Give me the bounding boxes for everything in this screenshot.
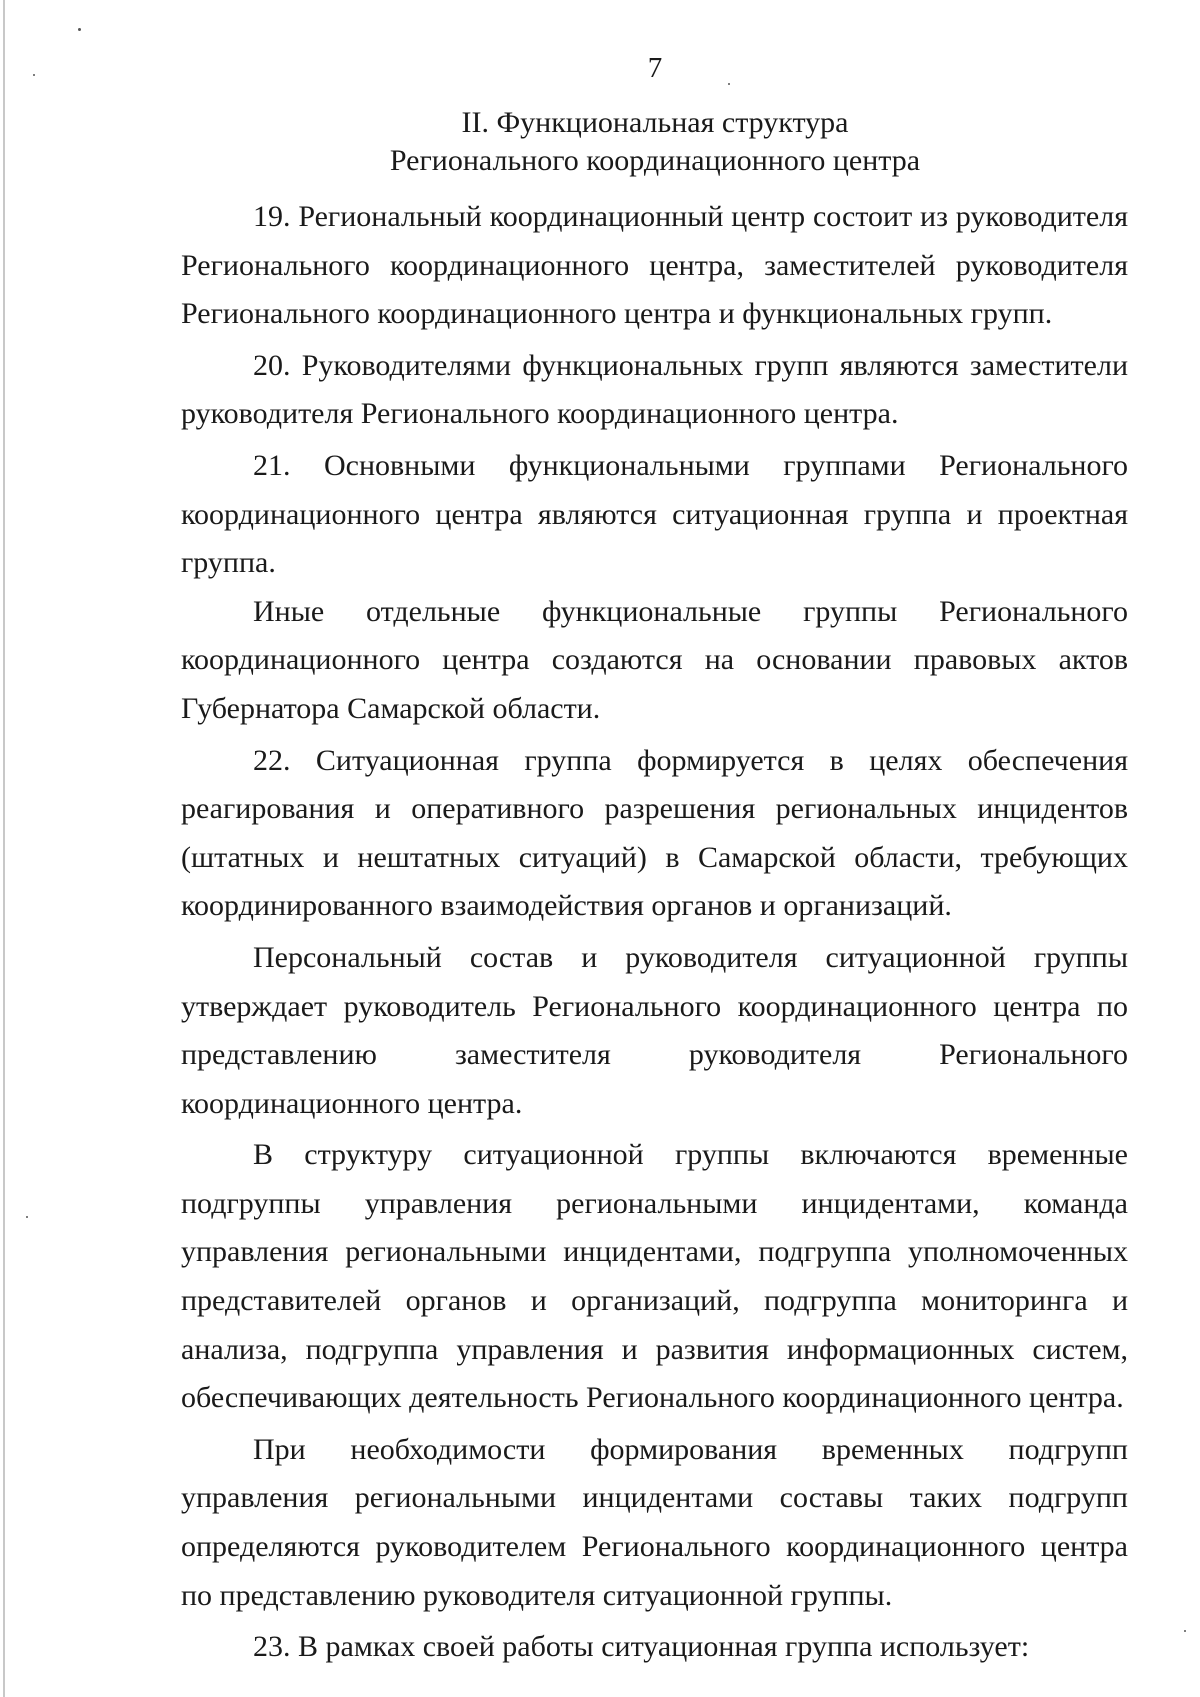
- page-left-edge: [3, 0, 5, 1697]
- paragraph-20: 20. Руководителями функциональных групп являются заместители руководителя Регионального координационного центра.: [181, 348, 1128, 431]
- paragraph-23: 23. В рамках своей работы ситуационная группа использует:: [253, 1630, 1030, 1664]
- section-heading-line-1: II. Функциональная структура: [461, 106, 849, 139]
- page-number: 7: [647, 52, 663, 84]
- scan-speck: [26, 1216, 28, 1218]
- scan-speck: [78, 28, 81, 31]
- paragraph-22-structure: В структуру ситуационной группы включаются временные подгруппы управления региональными инцидентами, команда управления региональными инцидентами, подгруппа уполномоченных представителей органов и организаций, подгруппа мониторинга и анализа, подгруппа управления и развития информационных систем, обеспечивающих деятельность Регионального координационного центра.: [181, 1138, 1128, 1415]
- paragraph-22-temporary-subgroups: При необходимости формирования временных подгрупп управления региональными инцидентами составы таких подгрупп определяются руководителем Регионального координационного центра по представлению руководителя ситуационной группы.: [181, 1432, 1128, 1612]
- scan-speck: [728, 83, 730, 85]
- paragraph-22: 22. Ситуационная группа формируется в целях обеспечения реагирования и оперативного разрешения региональных инцидентов (штатных и нештатных ситуаций) в Самарской области, требующих координированного взаимодействия органов и организаций.: [181, 743, 1128, 923]
- scan-speck: [1184, 1630, 1186, 1632]
- paragraph-21: 21. Основными функциональными группами Регионального координационного центра являются ситуационная группа и проектная группа.: [181, 448, 1128, 580]
- paragraph-22-staff: Персональный состав и руководителя ситуационной группы утверждает руководитель Регионального координационного центра по представлению заместителя руководителя Регионального координационного центра.: [181, 940, 1128, 1120]
- document-body: [181, 193, 1128, 1672]
- paragraph-19: 19. Региональный координационный центр состоит из руководителя Регионального координационного центра, заместителей руководителя Регионального координационного центра и функциональных групп.: [181, 200, 1128, 331]
- scan-speck: [33, 74, 35, 76]
- paragraph-21-other-groups: Иные отдельные функциональные группы Регионального координационного центра создаются на основании правовых актов Губернатора Самарской области.: [181, 594, 1128, 725]
- section-heading-line-2: Регионального координационного центра: [389, 144, 921, 177]
- section-heading: [0, 104, 1200, 180]
